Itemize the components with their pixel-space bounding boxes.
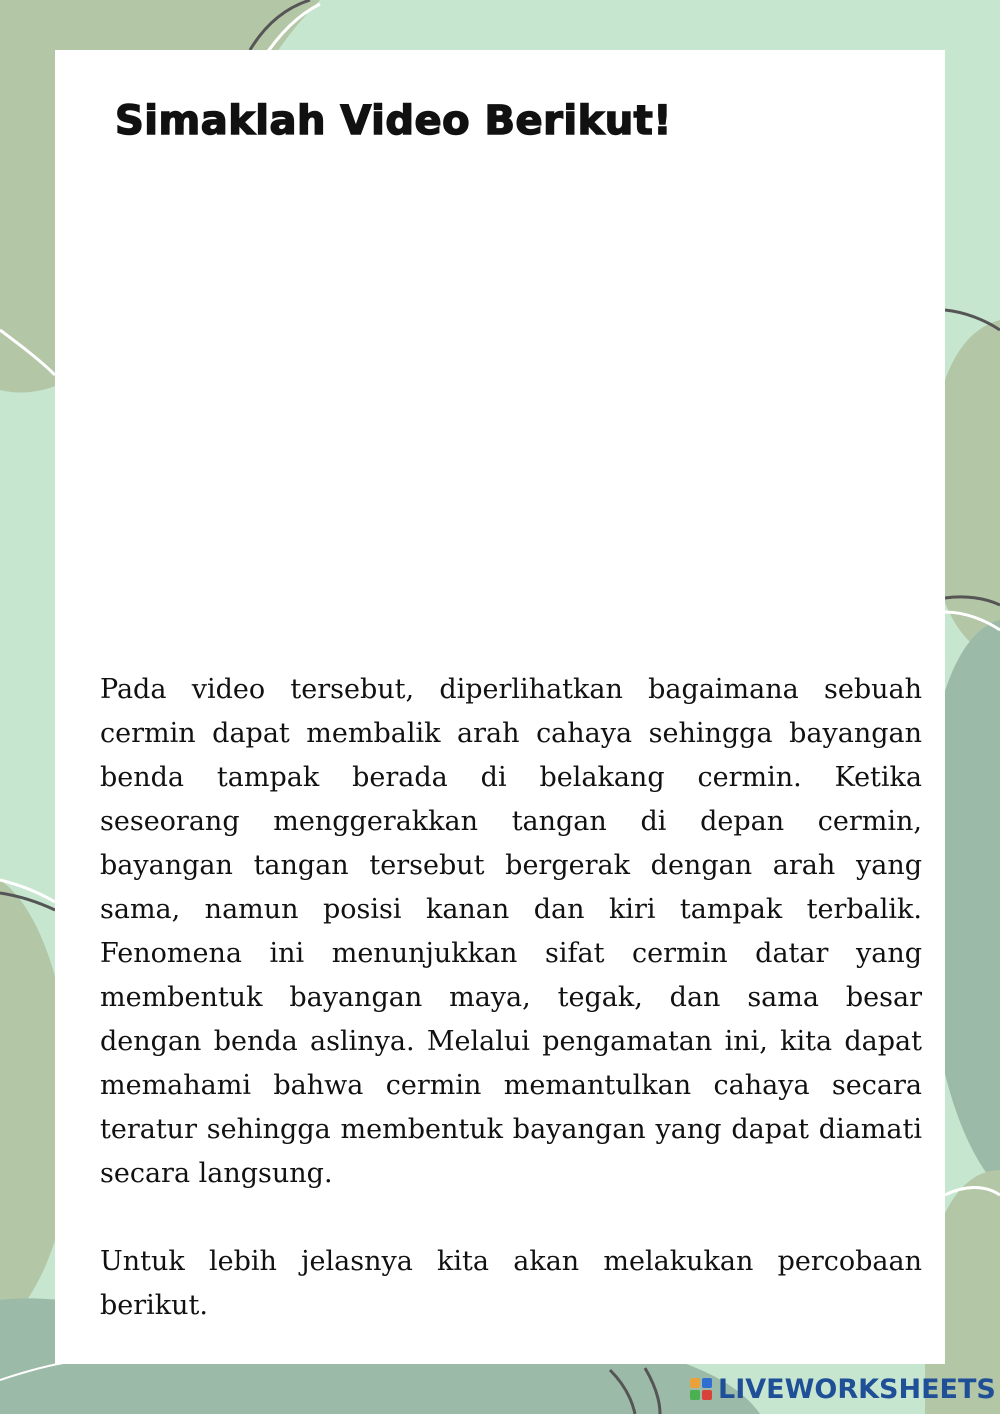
- liveworksheets-logo-icon: [690, 1378, 712, 1400]
- paragraph-1: Pada video tersebut, diperlihatkan bagaimana sebuah cermin dapat membalik arah cahaya sehingga bayangan benda tampak berada di belakang cermin. Ketika seseorang menggerakkan tangan di depan cermin, bayangan tangan tersebut bergerak dengan arah yang sama, namun posisi kanan dan kiri tampak terbalik. Fenomena ini menunjukkan sifat cermin datar yang membentuk bayangan maya, tegak, dan sama besar dengan benda aslinya. Melalui pengamatan ini, kita dapat memahami bahwa cermin memantulkan cahaya secara teratur sehingga membentuk bayangan yang dapat diamati secara langsung.: [100, 674, 922, 1189]
- body-text: [100, 668, 922, 1372]
- page-title: Simaklah Video Berikut!: [115, 98, 673, 144]
- brand-text: LIVEWORKSHEETS: [718, 1373, 996, 1405]
- video-placeholder: [100, 190, 920, 660]
- paragraph-2: Untuk lebih jelasnya kita akan melakukan percobaan berikut.: [100, 1246, 922, 1321]
- worksheet-page: [55, 50, 945, 1364]
- liveworksheets-branding[interactable]: [690, 1371, 996, 1407]
